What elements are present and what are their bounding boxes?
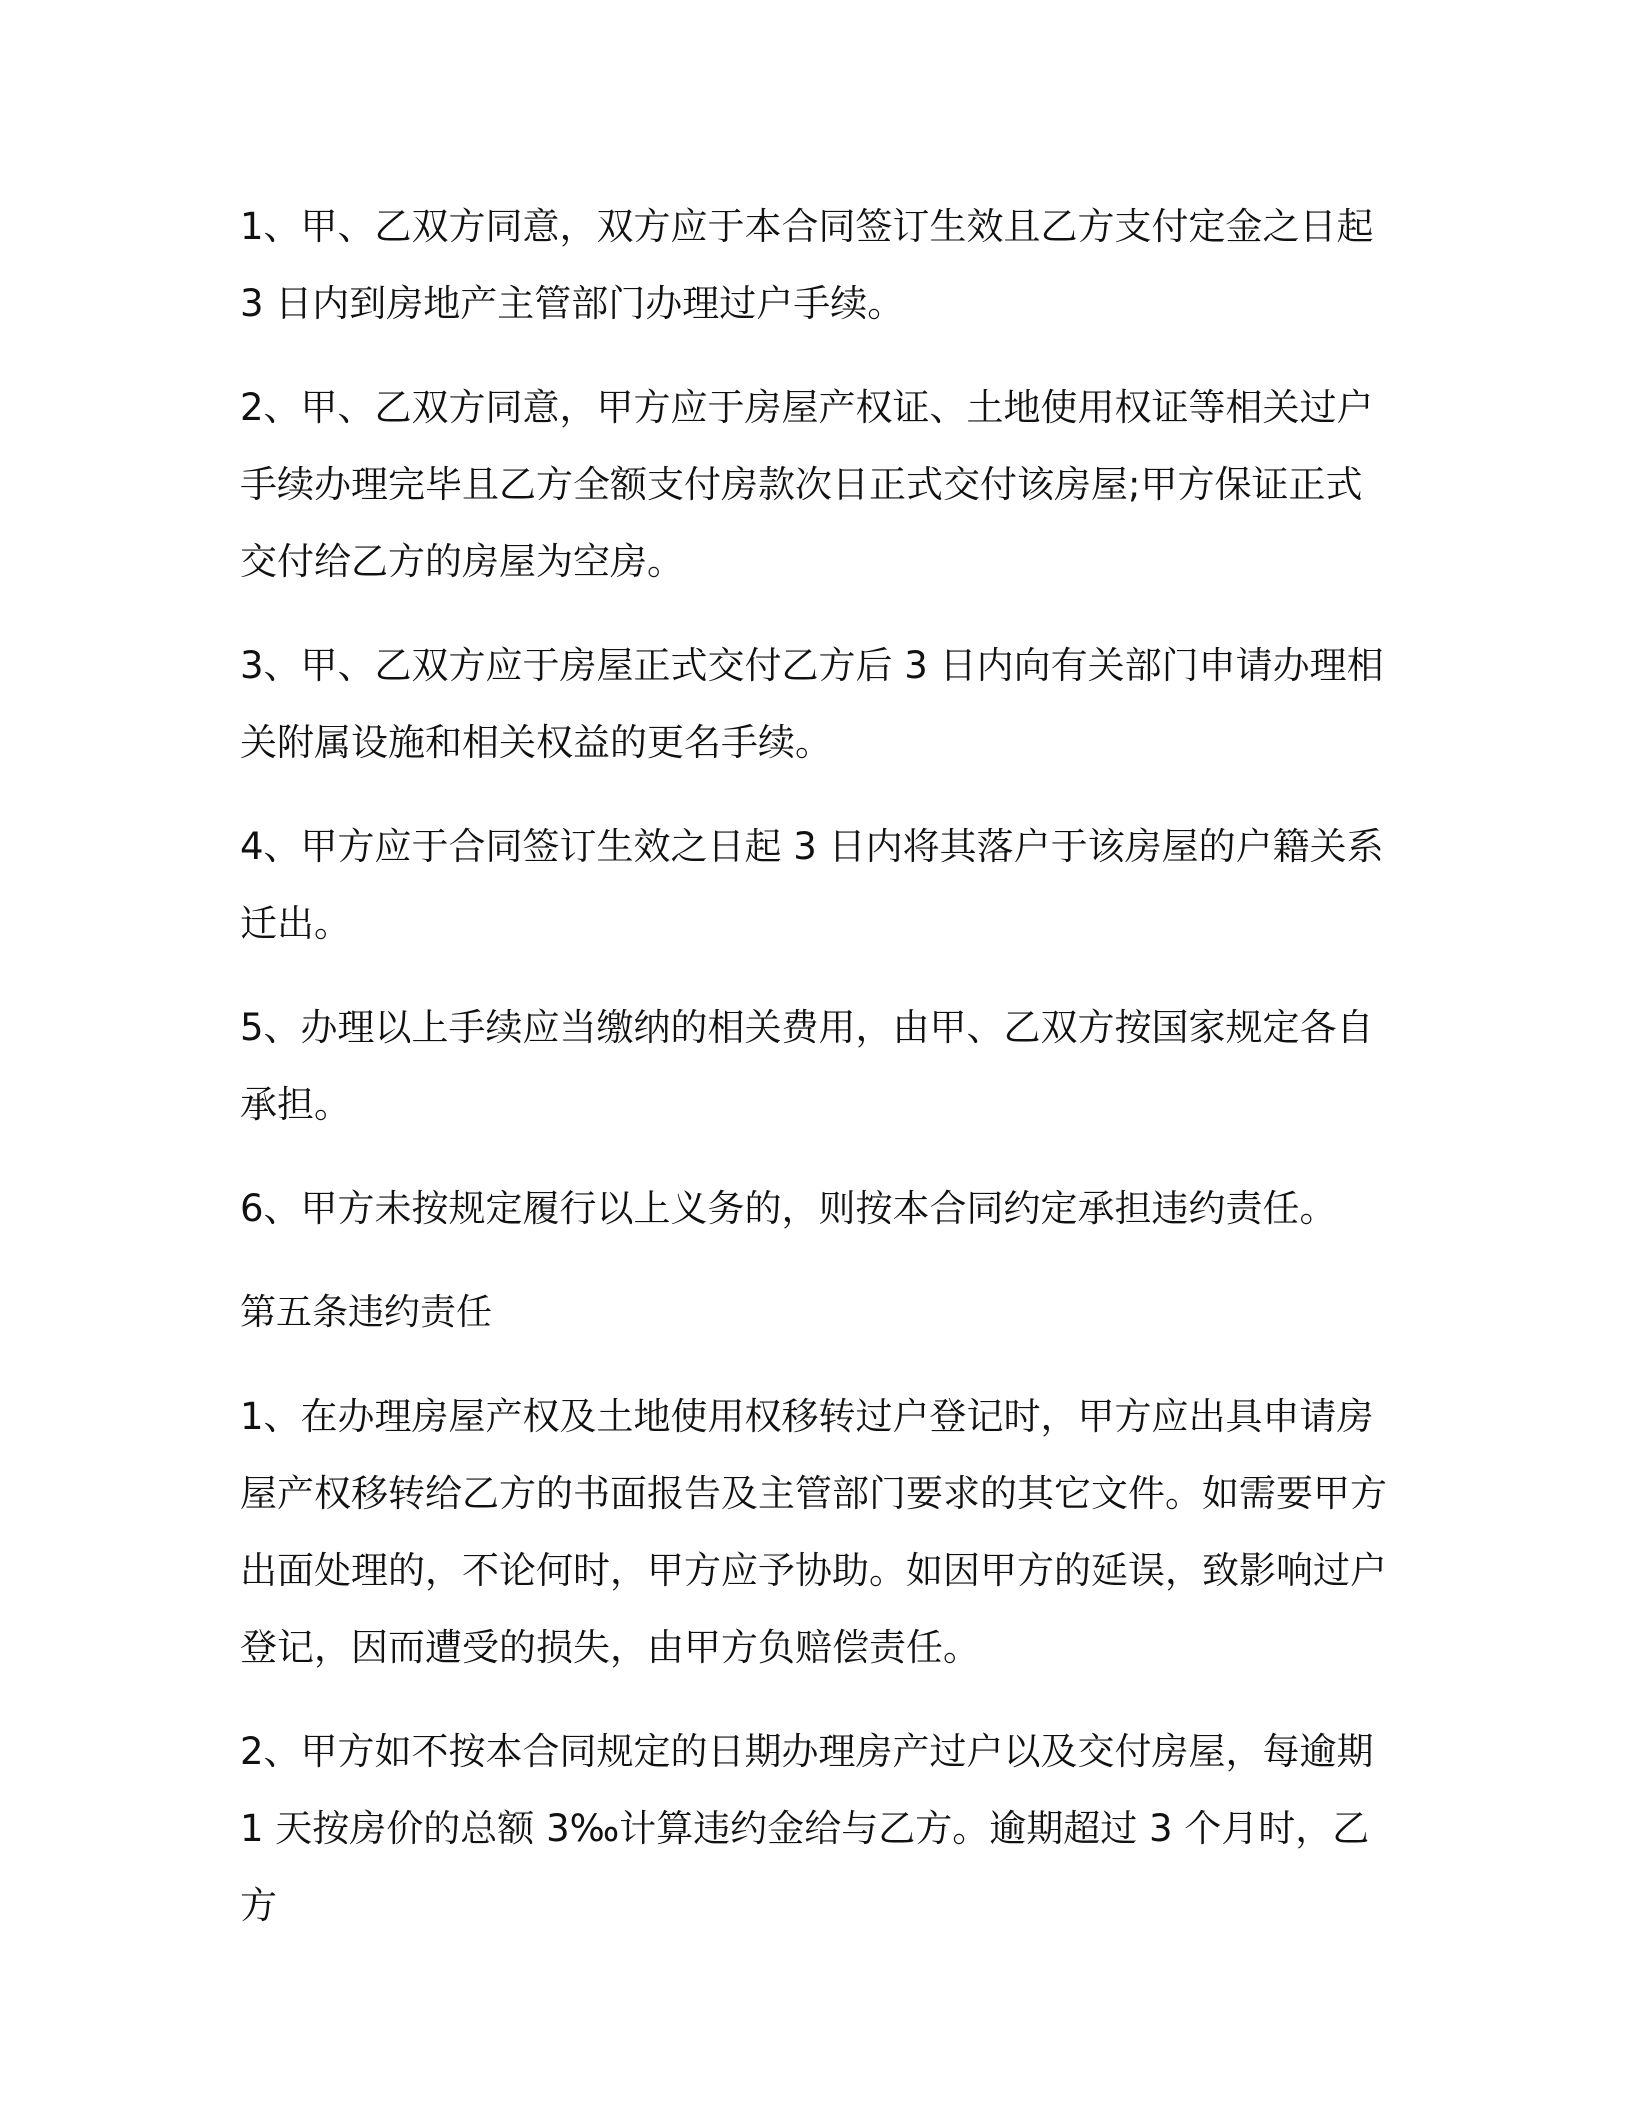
liability-clause-1: 1、在办理房屋产权及土地使用权移转过户登记时，甲方应出具申请房屋产权移转给乙方的书面报告及主管部门要求的其它文件。如需要甲方出面处理的，不论何时，甲方应予协助。如因甲方的延误，致影响过户登记，因而遭受的损失，由甲方负赔偿责任。 — [240, 1395, 1387, 1669]
document-page — [240, 188, 1392, 1971]
clause-1: 1、甲、乙双方同意，双方应于本合同签订生效且乙方支付定金之日起3 日内到房地产主管部门办理过户手续。 — [240, 205, 1374, 325]
clause-3: 3、甲、乙双方应于房屋正式交付乙方后 3 日内向有关部门申请办理相关附属设施和相关权益的更名手续。 — [240, 644, 1384, 764]
clause-6: 6、甲方未按规定履行以上义务的，则按本合同约定承担违约责任。 — [240, 1187, 1337, 1230]
clause-2: 2、甲、乙双方同意，甲方应于房屋产权证、土地使用权证等相关过户手续办理完毕且乙方全额支付房款次日正式交付该房屋;甲方保证正式交付给乙方的房屋为空房。 — [240, 386, 1374, 583]
clause-5: 5、办理以上手续应当缴纳的相关费用，由甲、乙双方按国家规定各自承担。 — [240, 1006, 1374, 1126]
section-heading: 第五条违约责任 — [240, 1292, 493, 1333]
clause-4: 4、甲方应于合同签订生效之日起 3 日内将其落户于该房屋的户籍关系迁出。 — [240, 825, 1384, 945]
liability-clause-2: 2、甲方如不按本合同规定的日期办理房产过户以及交付房屋，每逾期1 天按房价的总额 3‰计算违约金给与乙方。逾期超过 3 个月时，乙方 — [240, 1730, 1374, 1927]
